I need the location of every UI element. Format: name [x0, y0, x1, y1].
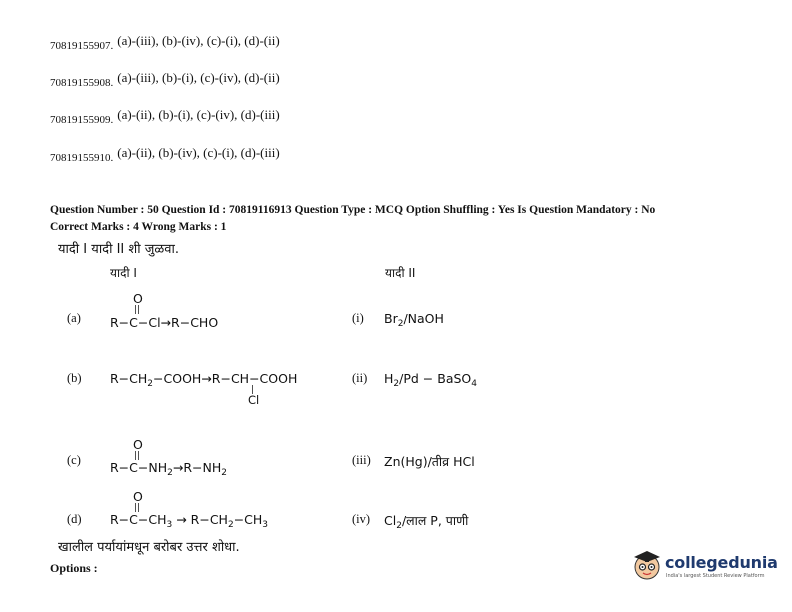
reaction-a: R−C−Cl→R−CHO	[110, 315, 219, 330]
option-text: (a)-(ii), (b)-(iv), (c)-(i), (d)-(iii)	[117, 145, 280, 160]
option-item	[50, 33, 280, 54]
double-bond: ||	[134, 451, 141, 461]
mascot-icon	[632, 548, 662, 582]
question-prompt: यादी I यादी II शी जुळवा.	[58, 242, 179, 257]
question-meta: Question Number : 50 Question Id : 70819116913 Question Type : MCQ Option Shuffling : Yes Is Question Mandatory : No	[50, 204, 656, 216]
question-marks: Correct Marks : 4 Wrong Marks : 1	[50, 221, 227, 233]
option-text: (a)-(iii), (b)-(i), (c)-(iv), (d)-(ii)	[117, 70, 280, 85]
double-bond: ||	[134, 305, 141, 315]
row-label: (a)	[67, 311, 81, 325]
roman-label: (i)	[352, 311, 364, 325]
reagent-i: $Br_2$/NaOH	[384, 311, 444, 329]
option-text: (a)-(iii), (b)-(iv), (c)-(i), (d)-(ii)	[117, 33, 280, 48]
row-label: (d)	[67, 512, 82, 526]
reaction-c: $R-C-NH_2\to R-NH_2$	[110, 460, 227, 478]
roman-label: (iv)	[352, 512, 371, 526]
roman-label: (iii)	[352, 453, 371, 467]
option-text: (a)-(ii), (b)-(i), (c)-(iv), (d)-(iii)	[117, 107, 280, 122]
option-id: 70819155910.	[50, 152, 114, 164]
collegedunia-logo	[632, 548, 782, 588]
row-label: (c)	[67, 453, 81, 467]
list2-header: यादी II	[385, 266, 416, 280]
reagent-ii: $H_2/Pd$ − BaSO$_4$	[384, 371, 477, 389]
carbonyl-oxygen: O	[133, 291, 143, 306]
chloro-substituent: Cl	[248, 393, 260, 407]
instruction-text: खालील पर्यायांमधून बरोबर उत्तर शोधा.	[58, 540, 240, 555]
option-id: 70819155909.	[50, 114, 114, 126]
reagent-iii: Zn(Hg)/तीव्र HCl	[384, 454, 475, 469]
option-id: 70819155907.	[50, 40, 114, 52]
option-item	[50, 70, 280, 91]
option-id: 70819155908.	[50, 77, 114, 89]
reagent-iv: $Cl_2/लाल$ P, पाणी	[384, 513, 469, 531]
option-item	[50, 107, 280, 128]
double-bond: ||	[134, 503, 141, 513]
roman-label: (ii)	[352, 371, 368, 385]
option-item	[50, 145, 280, 166]
options-label: Options :	[50, 561, 98, 575]
carbonyl-oxygen: O	[133, 437, 143, 452]
reaction-d: $R-C-CH_3 \to R-CH_2-CH_3$	[110, 512, 269, 530]
reaction-b: $R-CH_2-COOH\to R-CH-COOH$	[110, 371, 298, 389]
single-bond: |	[251, 385, 255, 395]
row-label: (b)	[67, 371, 82, 385]
carbonyl-oxygen: O	[133, 489, 143, 504]
logo-wordmark: collegedunia	[665, 553, 778, 572]
logo-tagline: India's largest Student Review Platform	[666, 573, 765, 579]
list1-header: यादी I	[110, 266, 137, 280]
